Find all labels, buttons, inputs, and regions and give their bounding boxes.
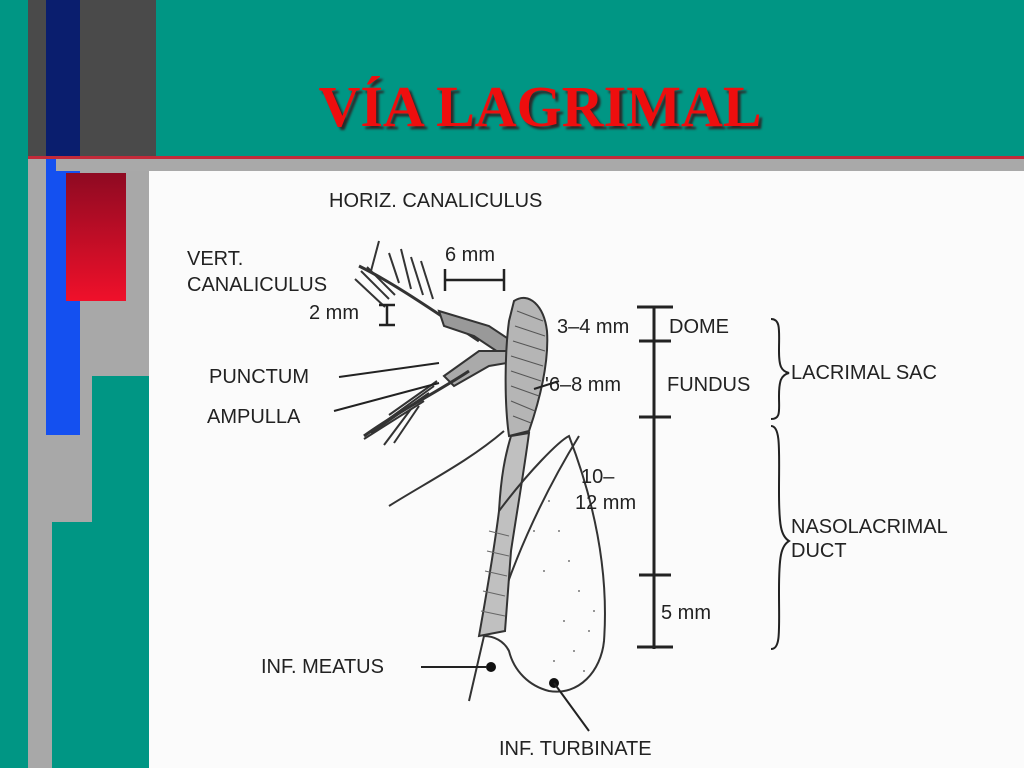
label-punctum: PUNCTUM xyxy=(209,366,309,388)
label-vert-line1: VERT. xyxy=(187,248,244,270)
label-inf-turbinate: INF. TURBINATE xyxy=(499,738,652,760)
label-inf-meatus: INF. MEATUS xyxy=(261,656,384,678)
measurement-scale xyxy=(637,306,673,649)
slide-title: VÍA LAGRIMAL xyxy=(318,74,762,139)
label-nasolacrimal-line1: NASOLACRIMAL xyxy=(791,516,948,538)
label-horiz-canaliculus: HORIZ. CANALICULUS xyxy=(329,190,543,212)
label-two-mm: 2 mm xyxy=(309,302,359,324)
label-ampulla: AMPULLA xyxy=(207,406,301,428)
lacrimal-sac xyxy=(506,298,548,436)
deco-bar-navy xyxy=(46,0,80,156)
turbinate-stipple xyxy=(533,500,595,672)
face-contour-1 xyxy=(389,431,504,506)
label-vert-line2: CANALICULUS xyxy=(187,274,328,296)
inf-meatus-dot xyxy=(486,662,496,672)
label-dome: DOME xyxy=(669,316,729,338)
label-six-eight-mm: '6–8 mm xyxy=(545,374,622,396)
deco-bar-red xyxy=(66,173,126,301)
lacrimal-diagram xyxy=(149,171,1024,768)
nasolacrimal-brace xyxy=(771,426,789,649)
label-ten-twelve-line2: 12 mm xyxy=(575,492,637,514)
label-nasolacrimal-line2: DUCT xyxy=(791,540,847,562)
label-six-mm: 6 mm xyxy=(445,244,495,266)
title-underline-grey xyxy=(56,159,1024,171)
lacrimal-sac-brace xyxy=(771,319,789,419)
label-ten-twelve-line1: 10– xyxy=(581,466,615,488)
label-three-four-mm: 3–4 mm xyxy=(557,316,630,338)
lower-lid xyxy=(364,371,469,436)
label-lacrimal-sac: LACRIMAL SAC xyxy=(791,362,937,384)
six-mm-bracket xyxy=(445,269,504,291)
label-five-mm: 5 mm xyxy=(661,602,711,624)
two-mm-bracket xyxy=(379,305,395,325)
label-fundus: FUNDUS xyxy=(667,374,751,396)
upper-eyelashes xyxy=(355,241,433,307)
